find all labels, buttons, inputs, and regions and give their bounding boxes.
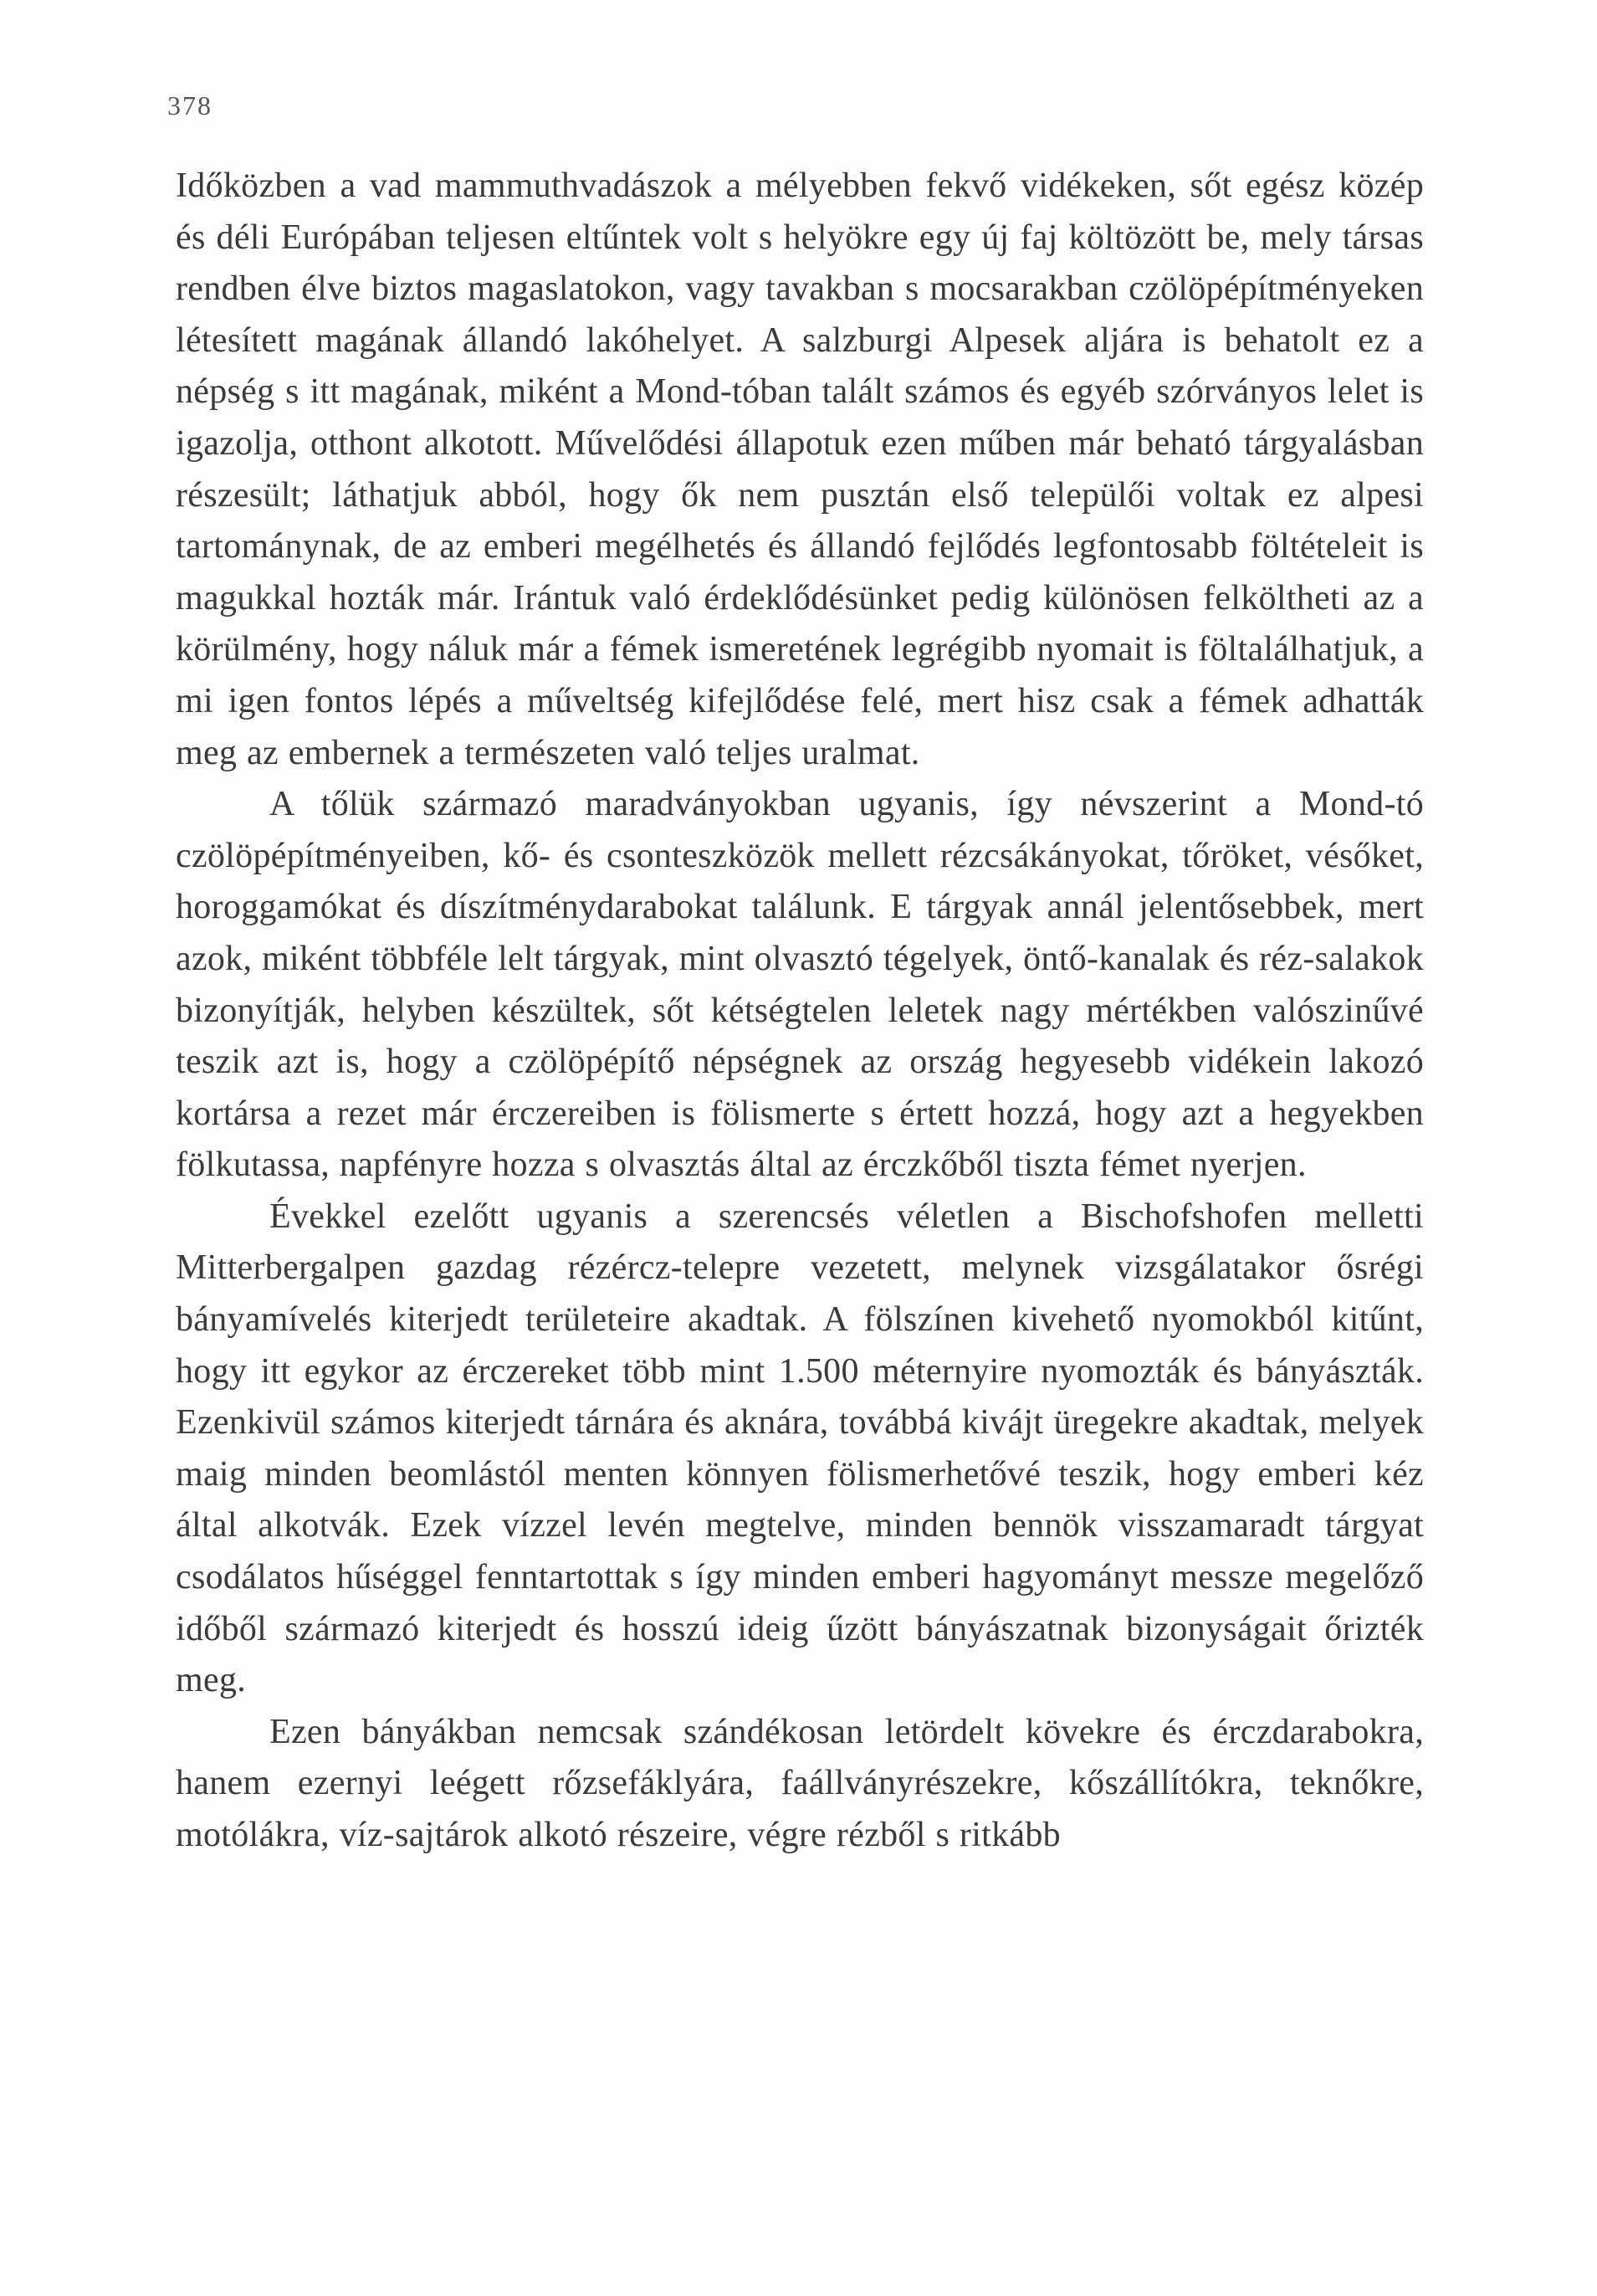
page-number: 378 [167,90,212,120]
body-text [176,161,1424,1862]
paragraph-2: A tőlük származó maradványokban ugyanis, így névszerint a Mond-tó czölöpépítményeiben, kő- és csonteszközök mellett rézcsákányokat, tőröket, vésőket, horoggamókat és díszítménydarabokat találunk. E tárgyak annál jelentősebbek, mert azok, miként többféle lelt tárgyak, mint olvasztó tégelyek, öntő-kanalak és réz-salakok bizonyítják, helyben készültek, sőt kétségtelen leletek nagy mértékben valószinűvé teszik azt is, hogy a czölöpépítő népségnek az ország hegyesebb vidékein lakozó kortársa a rezet már érczereiben is fölismerte s értett hozzá, hogy azt a hegyekben fölkutassa, napfényre hozza s olvasztás által az érczkőből tiszta fémet nyerjen. [176,785,1424,1185]
paragraph-3: Évekkel ezelőtt ugyanis a szerencsés véletlen a Bischofshofen melletti Mitterbergalpen gazdag rézércz-telepre vezetett, melynek vizsgálatakor ősrégi bányamívelés kiterjedt területeire akadtak. A fölszínen kivehető nyomokból kitűnt, hogy itt egykor az érczereket több mint 1.500 méternyire nyomozták és bányászták. Ezenkivül számos kiterjedt tárnára és aknára, továbbá kivájt üregekre akadtak, melyek maig minden beomlástól menten könnyen fölismerhetővé teszik, hogy emberi kéz által alkotvák. Ezek vízzel levén megtelve, minden bennök visszamaradt tárgyat csodálatos hűséggel fenntartottak s így minden emberi hagyományt messze megelőző időből származó kiterjedt és hosszú ideig űzött bányászatnak bizonyságait őrizték meg. [176,1197,1424,1700]
paragraph-4: Ezen bányákban nemcsak szándékosan letördelt kövekre és érczdarabokra, hanem ezernyi leégett rőzsefáklyára, faállványrészekre, kőszállítókra, teknőkre, motólákra, víz-sajtárok alkotó részeire, végre rézből s ritkább [176,1712,1424,1854]
paragraph-1: Időközben a vad mammuthvadászok a mélyebben fekvő vidékeken, sőt egész közép és déli Európában teljesen eltűntek volt s helyökre egy új faj költözött be, mely társas rendben élve biztos magaslatokon, vagy tavakban s mocsarakban czölöpépítményeken létesített magának állandó lakóhelyet. A salzburgi Alpesek aljára is behatolt ez a népség s itt magának, miként a Mond-tóban talált számos és egyéb szórványos lelet is igazolja, otthont alkotott. Művelődési állapotuk ezen műben már beható tárgyalásban részesült; láthatjuk abból, hogy ők nem pusztán első települői voltak ez alpesi tartománynak, de az emberi megélhetés és állandó fejlődés legfontosabb föltételeit is magukkal hozták már. Irántuk való érdeklődésünket pedig különösen felköltheti az a körülmény, hogy náluk már a fémek ismeretének legrégibb nyomait is föltalálhatjuk, a mi igen fontos lépés a műveltség kifejlődése felé, mert hisz csak a fémek adhatták meg az embernek a természeten való teljes uralmat. [176,167,1424,772]
